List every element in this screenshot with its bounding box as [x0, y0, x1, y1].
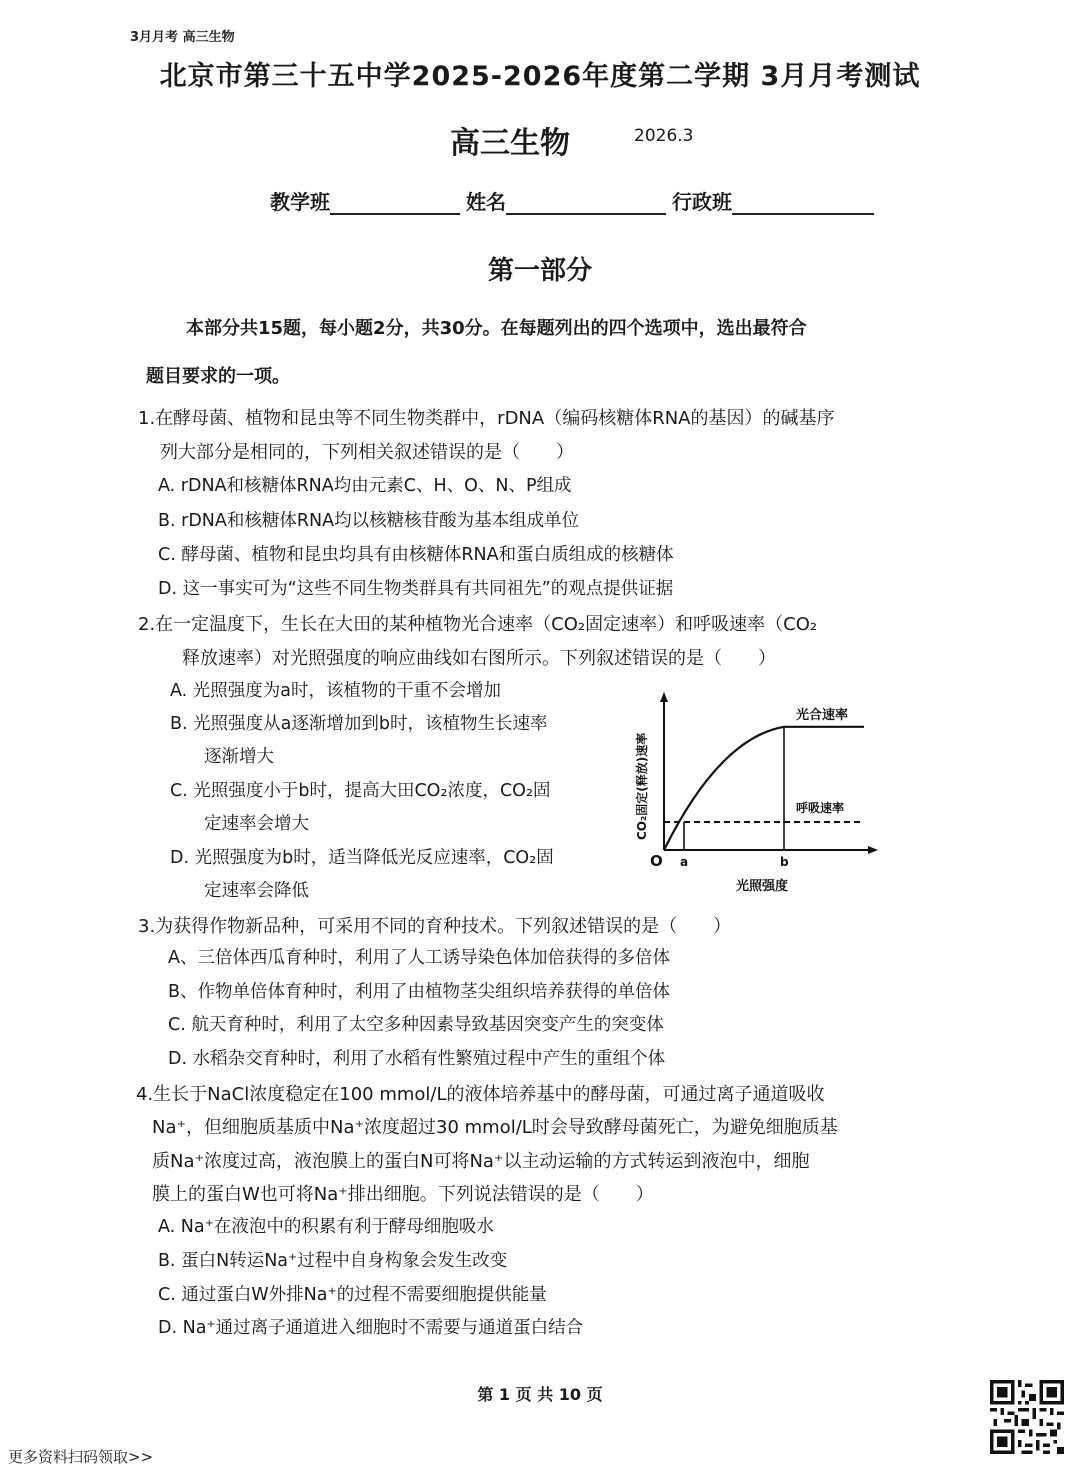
- q1-stem-line2: 列大部分是相同的，下列相关叙述错误的是（ ）: [160, 442, 574, 463]
- more-resources-link[interactable]: 更多资料扫码领取>>: [8, 1448, 154, 1466]
- q3-stem: 3.为获得作物新品种，可采用不同的育种技术。下列叙述错误的是（ ）: [138, 916, 732, 937]
- q4-stem-line3: 质Na⁺浓度过高，液泡膜上的蛋白N可将Na⁺以主动运输的方式转运到液泡中，细胞: [152, 1151, 810, 1172]
- x-tick-b: b: [780, 855, 789, 869]
- part-title: 第一部分: [487, 256, 592, 286]
- page-number: 第 1 页 共 10 页: [477, 1385, 603, 1404]
- part-intro-line2: 题目要求的一项。: [146, 366, 290, 387]
- y-axis-label: CO₂固定(释放)速率: [635, 732, 649, 840]
- q4-option-a[interactable]: A. Na⁺在液泡中的积累有利于酵母细胞吸水: [158, 1217, 494, 1237]
- class-blank[interactable]: [330, 187, 460, 215]
- q1-stem-line1: 1.在酵母菌、植物和昆虫等不同生物类群中，rDNA（编码核糖体RNA的基因）的碱基序: [138, 408, 835, 429]
- x-axis-label: 光照强度: [736, 879, 789, 894]
- q1-option-c[interactable]: C. 酵母菌、植物和昆虫均具有由核糖体RNA和蛋白质组成的核糖体: [158, 545, 674, 565]
- photosynthesis-curve: [664, 727, 864, 850]
- x-tick-O: O: [650, 852, 663, 870]
- q4-stem-line1: 4.生长于NaCl浓度稳定在100 mmol/L的液体培养基中的酵母菌，可通过离子通道吸收: [136, 1084, 825, 1105]
- q2-option-b[interactable]: B. 光照强度从a逐渐增加到b时，该植物生长速率: [170, 714, 548, 734]
- q4-option-b[interactable]: B. 蛋白N转运Na⁺过程中自身构象会发生改变: [158, 1251, 508, 1271]
- q2-option-c[interactable]: C. 光照强度小于b时，提高大田CO₂浓度，CO₂固: [170, 781, 551, 801]
- q3-option-a[interactable]: A、三倍体西瓜育种时，利用了人工诱导染色体加倍获得的多倍体: [168, 948, 670, 968]
- student-info-row: [270, 186, 874, 215]
- exam-date: 2026.3: [634, 126, 694, 146]
- qr-code-icon[interactable]: [990, 1380, 1064, 1454]
- chart-layer: [634, 692, 878, 894]
- x-axis-arrow: [868, 846, 878, 854]
- q2-option-d-cont: 定速率会降低: [204, 881, 309, 901]
- q2-stem-line2: 释放速率）对光照强度的响应曲线如右图所示。下列叙述错误的是（ ）: [182, 648, 776, 669]
- admin-class-label: 行政班: [672, 190, 732, 214]
- q1-option-d[interactable]: D. 这一事实可为“这些不同生物类群具有共同祖先”的观点提供证据: [158, 579, 674, 599]
- q2-option-d[interactable]: D. 光照强度为b时，适当降低光反应速率，CO₂固: [170, 848, 554, 868]
- q2-option-b-cont: 逐渐增大: [204, 747, 274, 767]
- q4-stem-line2: Na⁺，但细胞质基质中Na⁺浓度超过30 mmol/L时会导致酵母菌死亡，为避免细胞质基: [152, 1117, 838, 1138]
- q2-option-a[interactable]: A. 光照强度为a时，该植物的干重不会增加: [170, 681, 502, 701]
- q4-option-d[interactable]: D. Na⁺通过离子通道进入细胞时不需要与通道蛋白结合: [158, 1318, 584, 1338]
- q3-option-b[interactable]: B、作物单倍体育种时，利用了由植物茎尖组织培养获得的单倍体: [168, 982, 671, 1002]
- q2-response-chart: [626, 682, 886, 896]
- exam-title: 北京市第三十五中学2025-2026年度第二学期 3月月考测试: [159, 61, 921, 92]
- respiration-label: 呼吸速率: [796, 801, 845, 815]
- subject-title: 高三生物: [450, 126, 570, 161]
- part-intro-line1: 本部分共15题，每小题2分，共30分。在每题列出的四个选项中，选出最符合: [186, 318, 807, 339]
- y-axis-arrow: [660, 692, 668, 702]
- corner-tag: 3月月考 高三生物: [130, 30, 235, 45]
- name-label: 姓名: [466, 190, 506, 214]
- q2-stem-line1: 2.在一定温度下，生长在大田的某种植物光合速率（CO₂固定速率）和呼吸速率（CO₂: [138, 614, 818, 635]
- x-tick-a: a: [680, 855, 689, 869]
- q2-option-c-cont: 定速率会增大: [204, 814, 309, 834]
- class-label: 教学班: [270, 190, 330, 214]
- q1-option-b[interactable]: B. rDNA和核糖体RNA均以核糖核苷酸为基本组成单位: [158, 511, 580, 531]
- name-blank[interactable]: [506, 187, 666, 215]
- q3-option-c[interactable]: C. 航天育种时，利用了太空多种因素导致基因突变产生的突变体: [168, 1015, 664, 1035]
- photosynthesis-label: 光合速率: [796, 707, 849, 723]
- admin-class-blank[interactable]: [732, 187, 874, 215]
- q4-option-c[interactable]: C. 通过蛋白W外排Na⁺的过程不需要细胞提供能量: [158, 1285, 547, 1305]
- q1-option-a[interactable]: A. rDNA和核糖体RNA均由元素C、H、O、N、P组成: [158, 476, 572, 496]
- q4-stem-line4: 膜上的蛋白W也可将Na⁺排出细胞。下列说法错误的是（ ）: [152, 1184, 654, 1205]
- q3-option-d[interactable]: D. 水稻杂交育种时，利用了水稻有性繁殖过程中产生的重组个体: [168, 1049, 666, 1069]
